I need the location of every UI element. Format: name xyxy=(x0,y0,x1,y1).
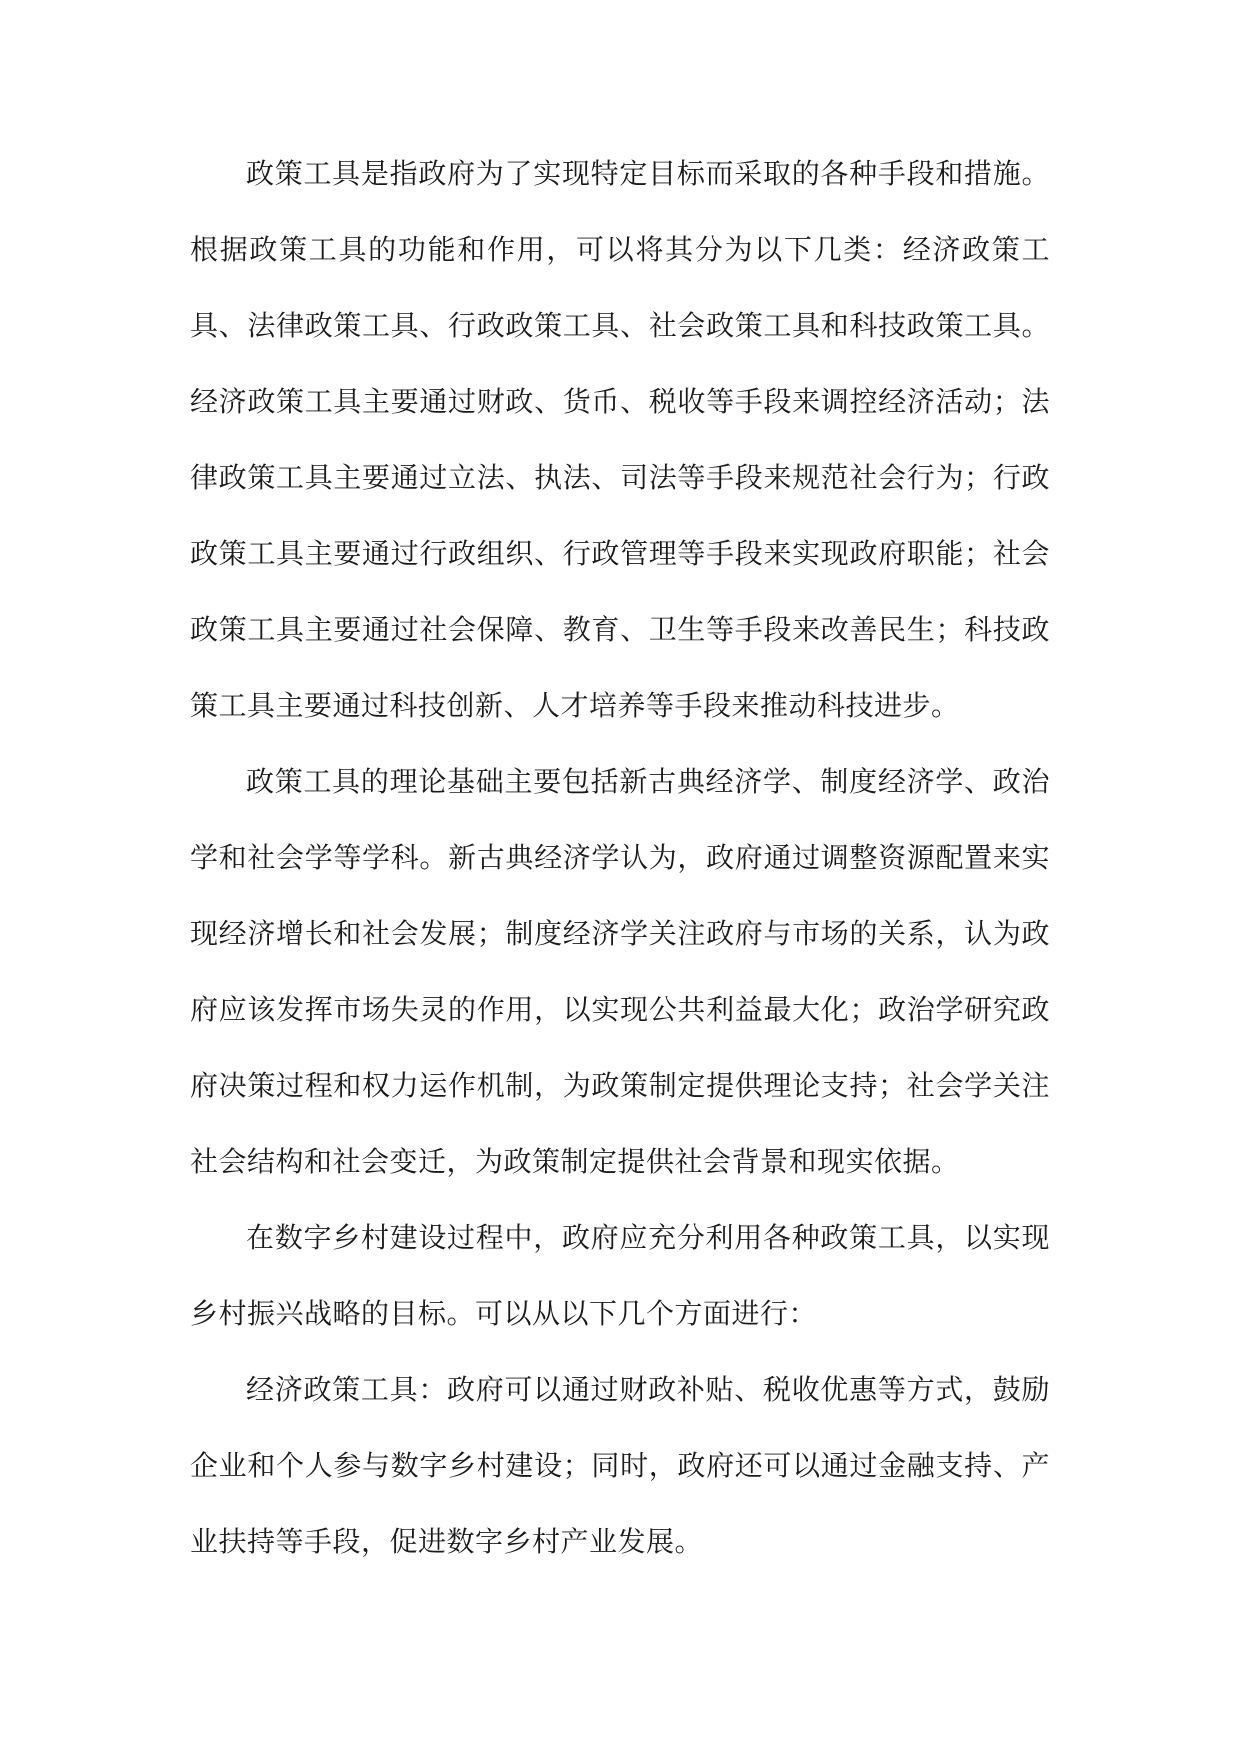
paragraph-policy-tools-definition: 政策工具是指政府为了实现特定目标而采取的各种手段和措施。根据政策工具的功能和作用，可以将其分为以下几类：经济政策工具、法律政策工具、行政政策工具、社会政策工具和科技政策工具。经济政策工具主要通过财政、货币、税收等手段来调控经济活动；法律政策工具主要通过立法、执法、司法等手段来规范社会行为；行政政策工具主要通过行政组织、行政管理等手段来实现政府职能；社会政策工具主要通过社会保障、教育、卫生等手段来改善民生；科技政策工具主要通过科技创新、人才培养等手段来推动科技进步。 xyxy=(190,157,1050,722)
paragraph-digital-village: 在数字乡村建设过程中，政府应充分利用各种政策工具，以实现乡村振兴战略的目标。可以从以下几个方面进行： xyxy=(190,1221,1050,1330)
paragraph-theoretical-basis: 政策工具的理论基础主要包括新古典经济学、制度经济学、政治学和社会学等学科。新古典经济学认为，政府通过调整资源配置来实现经济增长和社会发展；制度经济学关注政府与市场的关系，认为政府应该发挥市场失灵的作用，以实现公共利益最大化；政治学研究政府决策过程和权力运作机制，为政策制定提供理论支持；社会学关注社会结构和社会变迁，为政策制定提供社会背景和现实依据。 xyxy=(190,765,1050,1178)
document-body xyxy=(190,136,1050,1580)
paragraph-economic-tools: 经济政策工具：政府可以通过财政补贴、税收优惠等方式，鼓励企业和个人参与数字乡村建设；同时，政府还可以通过金融支持、产业扶持等手段，促进数字乡村产业发展。 xyxy=(190,1373,1050,1558)
